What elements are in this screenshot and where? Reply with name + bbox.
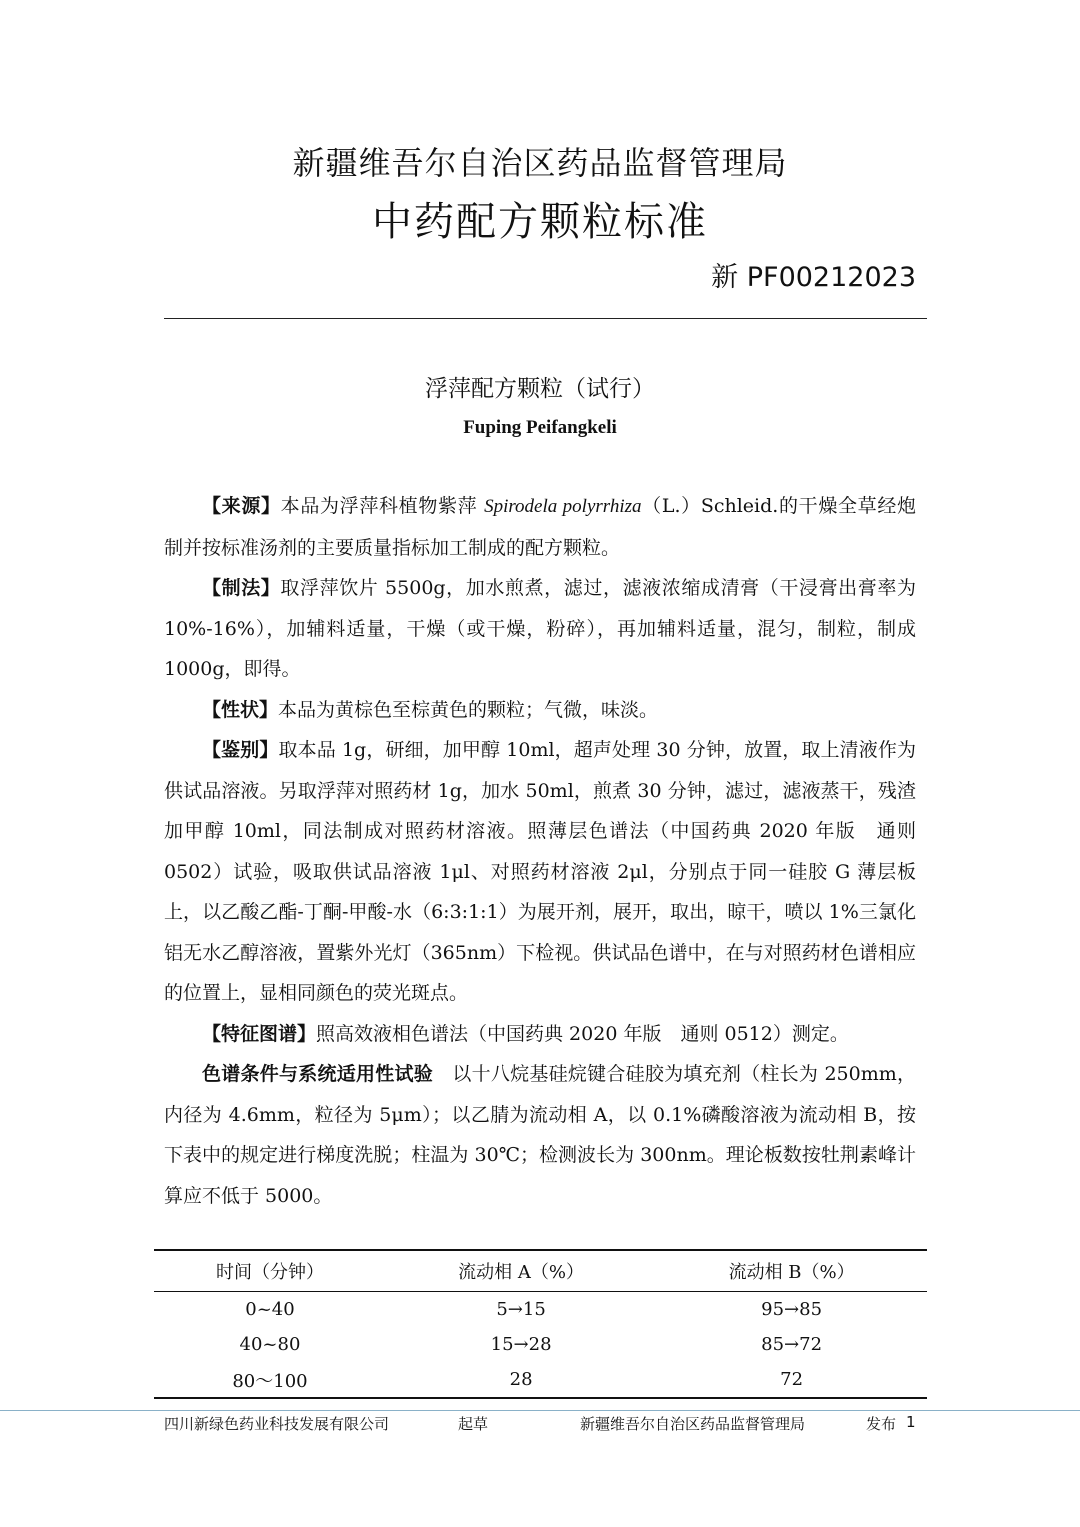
section-fingerprint bbox=[164, 1014, 916, 1055]
table-row bbox=[154, 1292, 927, 1328]
section-character bbox=[164, 690, 916, 731]
section-text: 照高效液相色谱法（中国药典 2020 年版 通则 0512）测定。 bbox=[316, 1022, 849, 1045]
header-divider bbox=[164, 318, 927, 319]
gradient-table bbox=[154, 1249, 927, 1399]
footer-drafter: 四川新绿色药业科技发展有限公司 bbox=[164, 1415, 390, 1433]
cell-phase-a: 28 bbox=[509, 1369, 533, 1390]
table-row bbox=[154, 1327, 927, 1362]
section-text: 本品为黄棕色至棕黄色的颗粒；气微，味淡。 bbox=[278, 698, 659, 721]
section-identification bbox=[164, 730, 916, 1014]
cell-phase-b: 95→85 bbox=[761, 1299, 823, 1320]
section-text: 以十八烷基硅烷键合硅胶为填充剂（柱长为 250mm，内径为 4.6mm，粒径为 5μm）；以乙腈为流动相 A，以 0.1%磷酸溶液为流动相 B，按下表中的规定进行梯度洗脱；柱温为 30℃；检测波长为 300nm。理论板数按牡荆素峰计算应不低于 5000。 bbox=[164, 1063, 916, 1207]
table-header-row bbox=[154, 1250, 927, 1292]
section-method bbox=[164, 568, 916, 690]
cell-phase-a: 15→28 bbox=[490, 1334, 552, 1355]
section-text: 取浮萍饮片 5500g，加水煎煮，滤过，滤液浓缩成清膏（干浸膏出膏率为 10%-16%），加辅料适量，干燥（或干燥，粉碎），再加辅料适量，混匀，制粒，制成 1000g，即得。 bbox=[164, 577, 916, 680]
cell-time: 80～100 bbox=[232, 1370, 308, 1392]
document-body bbox=[164, 486, 916, 1216]
issuing-agency: 新疆维吾尔自治区药品监督管理局 bbox=[292, 144, 788, 182]
section-conditions bbox=[164, 1054, 916, 1216]
cell-phase-a: 5→15 bbox=[496, 1299, 546, 1320]
section-source bbox=[164, 486, 916, 568]
latin-name: Spirodela polyrrhiza bbox=[484, 496, 642, 517]
footer-page-number: 1 bbox=[906, 1413, 916, 1431]
document-title: 浮萍配方颗粒（试行） bbox=[425, 376, 655, 402]
column-header-phase-a: 流动相 A（%） bbox=[458, 1262, 584, 1283]
section-tag: 【性状】 bbox=[202, 698, 279, 721]
column-header-time: 时间（分钟） bbox=[215, 1262, 324, 1283]
footer-publisher: 新疆维吾尔自治区药品监督管理局 bbox=[580, 1415, 806, 1433]
column-header-phase-b: 流动相 B（%） bbox=[728, 1262, 855, 1283]
section-text: 本品为浮萍科植物紫萍 bbox=[280, 495, 485, 517]
footer-draft-label: 起草 bbox=[458, 1415, 489, 1433]
footer-publish-label: 发布 bbox=[866, 1415, 897, 1433]
section-tag: 色谱条件与系统适用性试验 bbox=[202, 1063, 434, 1085]
section-tag: 【制法】 bbox=[202, 577, 281, 599]
document-pinyin-title: Fuping Peifangkeli bbox=[463, 417, 617, 438]
cell-time: 40~80 bbox=[239, 1334, 301, 1355]
standard-title: 中药配方颗粒标准 bbox=[372, 199, 708, 245]
section-tag: 【鉴别】 bbox=[202, 739, 279, 761]
cell-time: 0~40 bbox=[245, 1299, 295, 1320]
section-tag: 【来源】 bbox=[202, 495, 281, 517]
standard-code: 新 PF00212023 bbox=[711, 262, 916, 293]
table-row bbox=[154, 1362, 927, 1398]
cell-phase-b: 85→72 bbox=[761, 1334, 823, 1355]
section-text: 取本品 1g，研细，加甲醇 10ml，超声处理 30 分钟，放置，取上清液作为供试品溶液。另取浮萍对照药材 1g，加水 50ml，煎煮 30 分钟，滤过，滤液蒸干，残渣加甲醇 10ml，同法制成对照药材溶液。照薄层色谱法（中国药典 2020 年版 通则 0502）试验，吸取供试品溶液 1μl、对照药材溶液 2μl，分别点于同一硅胶 G 薄层板上，以乙酸乙酯-丁酮-甲酸-水（6:3:1:1）为展开剂，展开，取出，晾干，喷以 1%三氯化铝无水乙醇溶液，置紫外光灯（365nm）下检视。供试品色谱中，在与对照药材色谱相应的位置上，显相同颜色的荧光斑点。 bbox=[164, 739, 916, 1004]
footer-divider bbox=[0, 1410, 1080, 1411]
section-text: （L.）Schleid.的干燥全草经炮制并按标准汤剂的主要质量指标加工制成的配方颗粒。 bbox=[164, 495, 916, 559]
cell-phase-b: 72 bbox=[780, 1369, 804, 1390]
section-tag: 【特征图谱】 bbox=[202, 1022, 317, 1045]
